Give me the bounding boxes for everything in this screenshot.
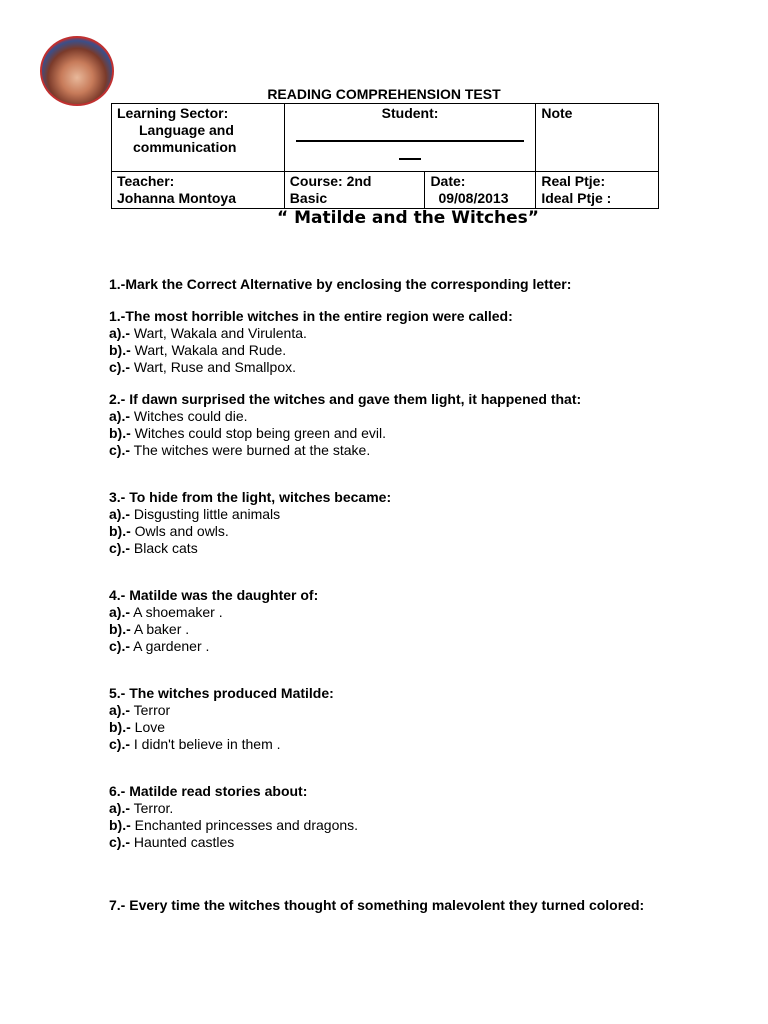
learning-sector-label: Learning Sector: [117,105,229,121]
question-text: 5.- The witches produced Matilde: [109,685,334,701]
option-a: a).- Wart, Wakala and Virulenta. [109,325,307,341]
teacher-label: Teacher: [117,173,175,189]
option-c: c).- A gardener . [109,638,210,654]
question-5 [109,685,669,753]
option-b: b).- Owls and owls. [109,523,229,539]
story-title: “ Matilde and the Witches” [277,208,539,228]
real-ptje-label: Real Ptje: [541,173,606,189]
learning-sector-value-1: Language and [139,122,234,138]
learning-sector-value-2: communication [133,139,237,155]
option-a: a).- A shoemaker . [109,604,223,620]
question-1 [109,308,669,376]
teacher-name: Johanna Montoya [117,190,237,206]
header-table [111,103,659,209]
option-c: c).- I didn't believe in them . [109,736,281,752]
note-cell [536,104,659,172]
option-c: c).- Black cats [109,540,198,556]
ideal-ptje-label: Ideal Ptje : [541,190,612,206]
option-c: c).- The witches were burned at the stake. [109,442,371,458]
document-title: READING COMPREHENSION TEST [267,86,501,102]
question-7 [109,897,669,914]
course-value: Basic [289,190,328,206]
date-label: Date: [430,173,466,189]
teacher-cell [112,172,285,209]
student-name-line-continued [399,142,421,160]
note-label: Note [541,105,573,121]
question-3 [109,489,669,557]
option-a: a).- Disgusting little animals [109,506,281,522]
option-b: b).- Wart, Wakala and Rude. [109,342,287,358]
question-list [109,276,669,929]
option-b: b).- Love [109,719,166,735]
question-4 [109,587,669,655]
score-cell [536,172,659,209]
question-text: 3.- To hide from the light, witches became: [109,489,392,505]
option-a: a).- Witches could die. [109,408,248,424]
question-6 [109,783,669,851]
learning-sector-cell [112,104,285,172]
question-text: 4.- Matilde was the daughter of: [109,587,319,603]
student-label: Student: [381,105,439,121]
question-2 [109,391,669,459]
option-c: c).- Haunted castles [109,834,235,850]
question-text: 1.-The most horrible witches in the entire region were called: [109,308,513,324]
date-value: 09/08/2013 [438,190,509,206]
date-cell [425,172,536,209]
option-a: a).- Terror [109,702,171,718]
option-b: b).- Enchanted princesses and dragons. [109,817,359,833]
option-c: c).- Wart, Ruse and Smallpox. [109,359,296,375]
question-text: 7.- Every time the witches thought of something malevolent they turned colored: [109,897,645,913]
student-cell [284,104,536,172]
option-b: b).- Witches could stop being green and evil. [109,425,387,441]
course-cell [284,172,425,209]
question-text: 6.- Matilde read stories about: [109,783,308,799]
student-name-line [296,124,525,142]
option-a: a).- Terror. [109,800,174,816]
question-text: 2.- If dawn surprised the witches and gave them light, it happened that: [109,391,582,407]
course-label: Course: 2nd [289,173,372,189]
instruction-text: 1.-Mark the Correct Alternative by enclosing the corresponding letter: [109,276,572,292]
option-b: b).- A baker . [109,621,190,637]
